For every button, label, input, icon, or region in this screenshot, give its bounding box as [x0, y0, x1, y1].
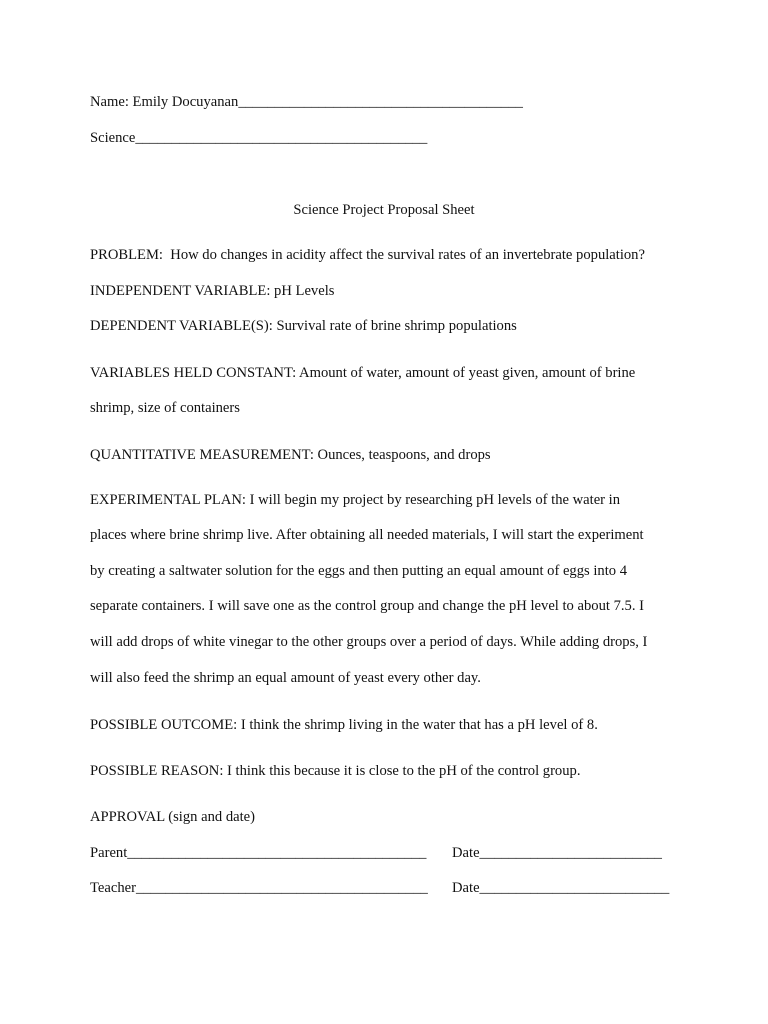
parent-signature-line: Parent_________________________________________: [90, 845, 427, 861]
page-title: Science Project Proposal Sheet: [293, 202, 475, 218]
approval-heading: APPROVAL (sign and date): [90, 809, 255, 825]
dependent-variable: DEPENDENT VARIABLE(S): Survival rate of brine shrimp populations: [90, 318, 517, 334]
plan-line-3: by creating a saltwater solution for the eggs and then putting an equal amount of eggs into 4: [90, 563, 627, 579]
plan-line-4: separate containers. I will save one as the control group and change the pH level to about 7.5. I: [90, 598, 644, 614]
plan-line-5: will add drops of white vinegar to the other groups over a period of days. While adding drops, I: [90, 634, 648, 650]
plan-line-2: places where brine shrimp live. After obtaining all needed materials, I will start the experiment: [90, 527, 644, 543]
problem-text: PROBLEM: How do changes in acidity affect the survival rates of an invertebrate population?: [90, 247, 645, 263]
teacher-signature-line: Teacher________________________________________: [90, 880, 428, 896]
possible-reason: POSSIBLE REASON: I think this because it is close to the pH of the control group.: [90, 763, 581, 779]
science-line: Science________________________________________: [90, 130, 428, 146]
possible-outcome: POSSIBLE OUTCOME: I think the shrimp living in the water that has a pH level of 8.: [90, 717, 598, 733]
constants-line-1: VARIABLES HELD CONSTANT: Amount of water, amount of yeast given, amount of brine: [90, 365, 636, 381]
parent-date-line: Date_________________________: [452, 845, 662, 861]
independent-variable: INDEPENDENT VARIABLE: pH Levels: [90, 283, 335, 299]
plan-line-1: EXPERIMENTAL PLAN: I will begin my project by researching pH levels of the water in: [90, 492, 621, 508]
teacher-date-line: Date__________________________: [452, 880, 670, 896]
quantitative-measurement: QUANTITATIVE MEASUREMENT: Ounces, teaspoons, and drops: [90, 447, 491, 463]
constants-line-2: shrimp, size of containers: [90, 400, 240, 416]
name-line: Name: Emily Docuyanan_______________________________________: [90, 94, 523, 110]
plan-line-6: will also feed the shrimp an equal amount of yeast every other day.: [90, 670, 481, 686]
